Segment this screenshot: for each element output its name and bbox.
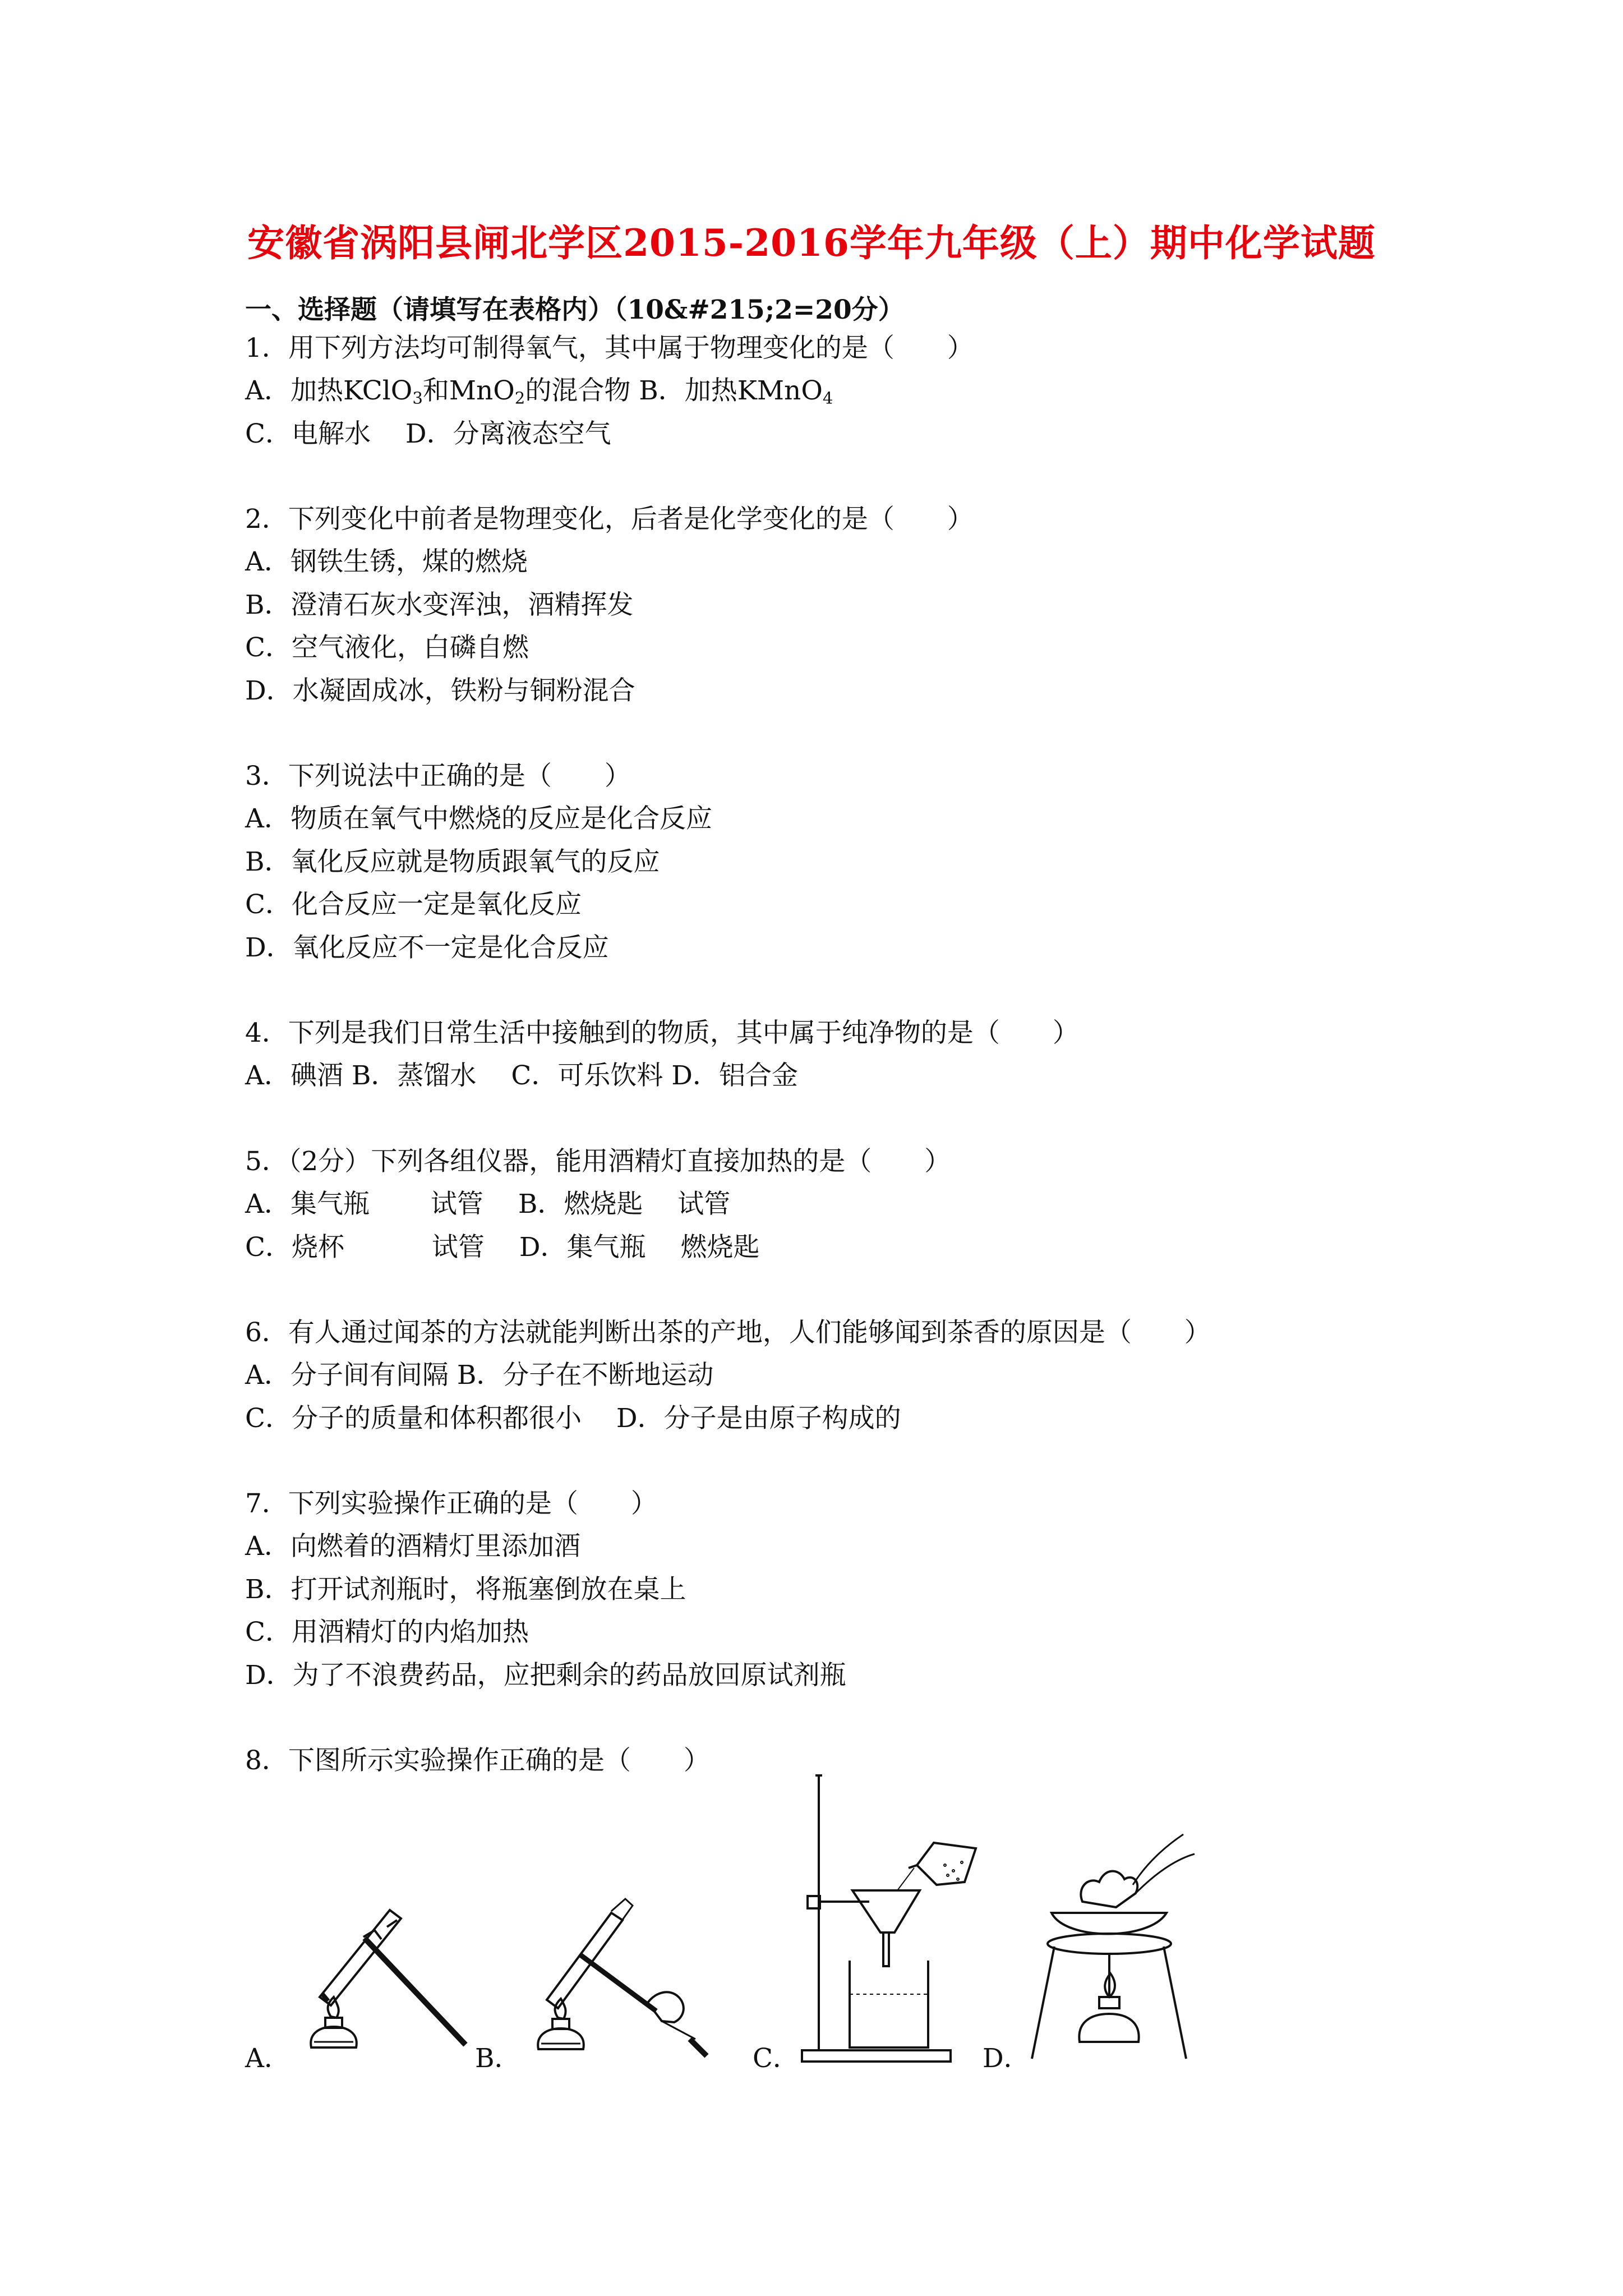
question-7-option-b: B．打开试剂瓶时，将瓶塞倒放在桌上 — [245, 1574, 686, 1605]
question-5-option-a-b: A．集气瓶 试管 B．燃烧匙 试管 — [245, 1189, 731, 1220]
question-2-option-d: D．水凝固成冰，铁粉与铜粉混合 — [245, 675, 635, 706]
page-title: 安徽省涡阳县闸北学区2015-2016学年九年级（上）期中化学试题 — [247, 221, 1376, 265]
figure-b-test-tube-holder-image — [527, 1871, 729, 2062]
question-8-stem: 8．下图所示实验操作正确的是（ ） — [245, 1745, 710, 1776]
question-1-option-a-b: A．加热KClO$_3$和MnO$_2$的混合物 B．加热KMnO$_4$ — [245, 375, 833, 408]
question-1-stem: 1．用下列方法均可制得氧气，其中属于物理变化的是（ ） — [245, 333, 974, 364]
question-6-stem: 6．有人通过闻茶的方法就能判断出茶的产地，人们能够闻到茶香的原因是（ ） — [245, 1317, 1211, 1348]
figure-b-label: B． — [475, 2043, 521, 2074]
question-7-option-a: A．向燃着的酒精灯里添加酒 — [245, 1531, 580, 1562]
question-4-options: A．碘酒 B．蒸馏水 C．可乐饮料 D．铝合金 — [245, 1060, 798, 1091]
question-3-option-b: B．氧化反应就是物质跟氧气的反应 — [245, 846, 660, 877]
figure-d-label: D． — [983, 2043, 1030, 2074]
figure-c-filtration-image — [796, 1770, 998, 2067]
question-2-option-b: B．澄清石灰水变浑浊，酒精挥发 — [245, 590, 634, 620]
question-6-option-a-b: A．分子间有间隔 B．分子在不断地运动 — [245, 1360, 714, 1391]
question-2-option-c: C．空气液化，白磷自燃 — [245, 632, 529, 663]
question-7-option-d: D．为了不浪费药品，应把剩余的药品放回原试剂瓶 — [245, 1660, 846, 1691]
question-7-stem: 7．下列实验操作正确的是（ ） — [245, 1488, 657, 1519]
question-5-stem: 5．（2分）下列各组仪器，能用酒精灯直接加热的是（ ） — [245, 1146, 951, 1177]
section-heading: 一、选择题（请填写在表格内）（10&#215;2=20分） — [245, 295, 905, 325]
question-3-stem: 3．下列说法中正确的是（ ） — [245, 761, 631, 792]
figure-c-label: C． — [753, 2043, 799, 2074]
question-2-option-a: A．钢铁生锈，煤的燃烧 — [245, 546, 528, 577]
figure-d-evaporation-image — [1021, 1829, 1200, 2070]
figure-a-heating-tube-image — [297, 1876, 482, 2062]
question-3-option-c: C．化合反应一定是氧化反应 — [245, 889, 582, 920]
question-7-option-c: C．用酒精灯的内焰加热 — [245, 1617, 529, 1648]
question-1-option-c-d: C．电解水 D．分离液态空气 — [245, 418, 611, 449]
question-6-option-c-d: C．分子的质量和体积都很小 D．分子是由原子构成的 — [245, 1403, 901, 1434]
figure-a-label: A． — [245, 2043, 291, 2074]
question-4-stem: 4．下列是我们日常生活中接触到的物质，其中属于纯净物的是（ ） — [245, 1018, 1079, 1048]
question-5-option-c-d: C．烧杯 试管 D．集气瓶 燃烧匙 — [245, 1232, 760, 1263]
question-3-option-a: A．物质在氧气中燃烧的反应是化合反应 — [245, 803, 712, 834]
question-3-option-d: D．氧化反应不一定是化合反应 — [245, 932, 609, 963]
question-2-stem: 2．下列变化中前者是物理变化，后者是化学变化的是（ ） — [245, 504, 974, 535]
